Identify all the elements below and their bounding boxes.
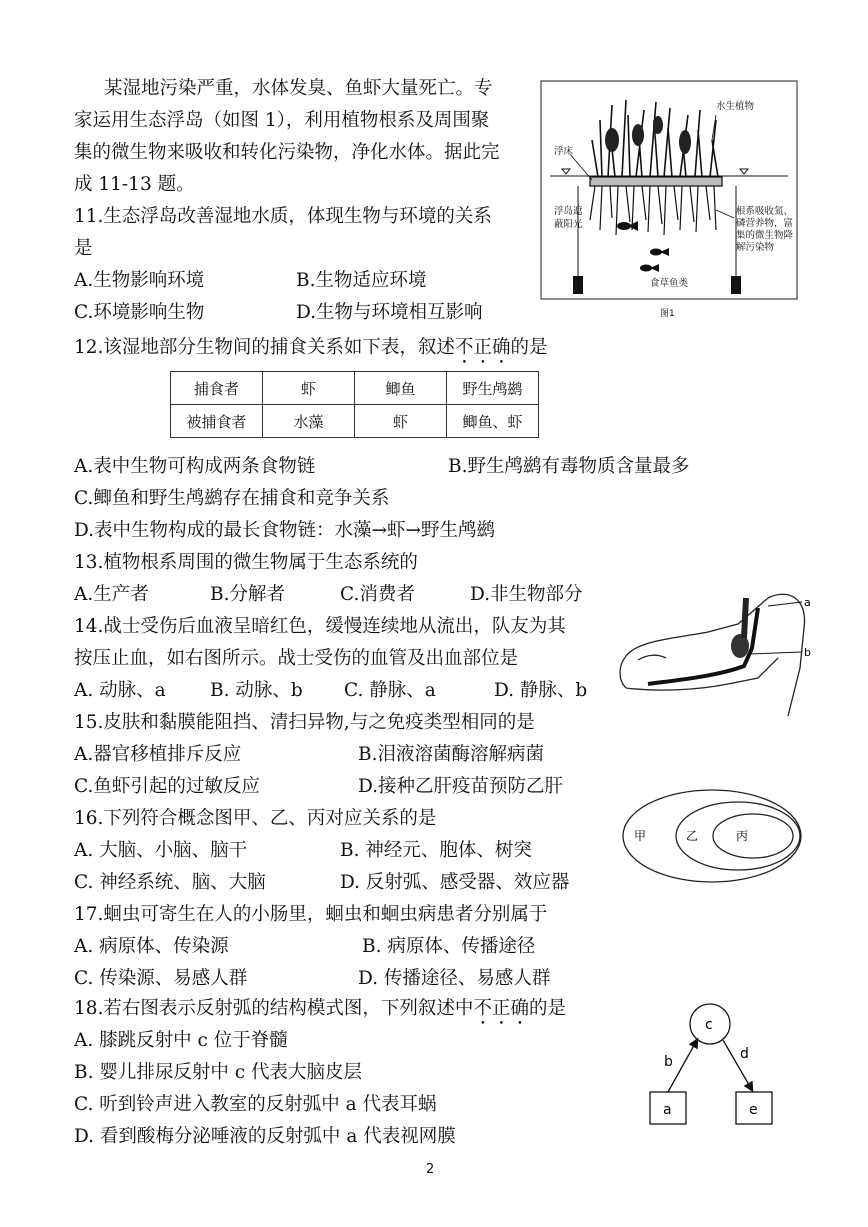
q14-option-b: B. 动脉、b bbox=[210, 680, 303, 701]
q15-stem: 15.皮肤和黏膜能阻挡、清扫异物,与之免疫类型相同的是 bbox=[74, 712, 535, 733]
q18-reflex-arc-diagram bbox=[640, 998, 780, 1128]
q18-fig-label-e: e bbox=[749, 1102, 758, 1118]
q13-option-b: B.分解者 bbox=[210, 584, 285, 605]
q14-option-d: D. 静脉、b bbox=[494, 680, 588, 701]
fig1-label-fish: 食草鱼类 bbox=[650, 278, 689, 289]
q13-option-c: C.消费者 bbox=[340, 584, 415, 605]
q12-stem-emphasis: 不正确 bbox=[454, 337, 511, 358]
fig1-label-shade-1: 浮岛遮 bbox=[554, 206, 583, 217]
q16-fig-label-jia: 甲 bbox=[634, 829, 647, 843]
q11-option-d: D.生物与环境相互影响 bbox=[296, 302, 483, 323]
figure-1-floating-island bbox=[540, 80, 798, 320]
q11-option-b: B.生物适应环境 bbox=[296, 270, 427, 291]
table-cell: 鲫鱼 bbox=[355, 372, 447, 405]
intro-line-2: 家运用生态浮岛（如图 1），利用植物根系及周围聚 bbox=[74, 110, 490, 131]
q16-option-c: C. 神经系统、脑、大脑 bbox=[74, 872, 266, 893]
table-row bbox=[171, 372, 539, 405]
q16-option-a: A. 大脑、小脑、脑干 bbox=[74, 840, 248, 861]
table-cell: 鲫鱼、虾 bbox=[447, 405, 539, 438]
q17-stem: 17.蛔虫可寄生在人的小肠里，蛔虫和蛔虫病患者分别属于 bbox=[74, 904, 548, 925]
q15-option-b: B.泪液溶菌酶溶解病菌 bbox=[358, 744, 544, 765]
table-cell: 野生鸬鹚 bbox=[447, 372, 539, 405]
q11-option-a: A.生物影响环境 bbox=[74, 270, 205, 291]
q13-stem: 13.植物根系周围的微生物属于生态系统的 bbox=[74, 552, 418, 573]
q18-fig-label-c: c bbox=[705, 1017, 713, 1033]
q18-fig-label-b: b bbox=[664, 1054, 673, 1070]
q18-option-b: B. 婴儿排尿反射中 c 代表大脑皮层 bbox=[74, 1062, 362, 1083]
q17-option-d: D. 传播途径、易感人群 bbox=[358, 968, 551, 989]
q15-option-c: C.鱼虾引起的过敏反应 bbox=[74, 776, 260, 797]
q18-option-c: C. 听到铃声进入教室的反射弧中 a 代表耳蜗 bbox=[74, 1094, 437, 1115]
intro-line-1: 某湿地污染严重，水体发臭、鱼虾大量死亡。专 bbox=[104, 78, 493, 99]
q12-option-b: B.野生鸬鹚有毒物质含量最多 bbox=[448, 456, 690, 477]
q14-fig-label-b: b bbox=[804, 646, 811, 659]
table-cell: 水藻 bbox=[263, 405, 355, 438]
q14-option-c: C. 静脉、a bbox=[344, 680, 436, 701]
q16-option-d: D. 反射弧、感受器、效应器 bbox=[340, 872, 570, 893]
fig1-caption: 图1 bbox=[660, 309, 675, 319]
q12-option-d: D.表中生物构成的最长食物链：水藻→虾→野生鸬鹚 bbox=[74, 520, 496, 541]
q18-fig-label-d: d bbox=[740, 1046, 749, 1062]
q14-stem-1: 14.战士受伤后血液呈暗红色，缓慢连续地从流出，队友为其 bbox=[74, 616, 566, 637]
q18-option-d: D. 看到酸梅分泌唾液的反射弧中 a 代表视网膜 bbox=[74, 1126, 456, 1147]
q11-stem-1: 11.生态浮岛改善湿地水质，体现生物与环境的关系 bbox=[74, 206, 492, 227]
q18-stem-emphasis: 不正确 bbox=[473, 998, 529, 1019]
q16-option-b: B. 神经元、胞体、树突 bbox=[340, 840, 532, 861]
intro-line-4: 成 11-13 题。 bbox=[74, 174, 195, 195]
q13-option-a: A.生产者 bbox=[74, 584, 149, 605]
q14-option-a: A. 动脉、a bbox=[74, 680, 166, 701]
q17-option-b: B. 病原体、传播途径 bbox=[362, 936, 536, 957]
q12-option-c: C.鲫鱼和野生鸬鹚存在捕食和竞争关系 bbox=[74, 488, 390, 509]
q18-option-a: A. 膝跳反射中 c 位于脊髓 bbox=[74, 1030, 288, 1051]
q17-option-c: C. 传染源、易感人群 bbox=[74, 968, 248, 989]
fig1-label-roots-3: 集的微生物降 bbox=[736, 230, 794, 241]
q16-fig-label-bing: 丙 bbox=[736, 829, 749, 843]
q12-stem: 12.该湿地部分生物间的捕食关系如下表，叙述不正确的是 bbox=[74, 337, 548, 358]
table-row bbox=[171, 405, 539, 438]
page-number: 2 bbox=[426, 1162, 435, 1177]
fig1-label-roots-4: 解污染物 bbox=[736, 242, 775, 253]
q12-option-a: A.表中生物可构成两条食物链 bbox=[74, 456, 316, 477]
q16-fig-label-yi: 乙 bbox=[686, 829, 699, 843]
fig1-label-plant: 水生植物 bbox=[716, 101, 755, 112]
q18-stem: 18.若右图表示反射弧的结构模式图，下列叙述中不正确的是 bbox=[74, 998, 566, 1019]
q16-stem: 16.下列符合概念图甲、乙、丙对应关系的是 bbox=[74, 808, 437, 829]
fig1-label-shade-2: 蔽阳光 bbox=[554, 219, 583, 230]
q14-arm-figure bbox=[618, 588, 818, 718]
intro-line-3: 集的微生物来吸收和转化污染物，净化水体。据此完 bbox=[74, 142, 500, 163]
q16-concept-diagram bbox=[620, 786, 804, 886]
table-cell: 虾 bbox=[263, 372, 355, 405]
table-cell: 捕食者 bbox=[171, 372, 263, 405]
fig1-label-float: 浮床 bbox=[554, 146, 574, 157]
q11-option-c: C.环境影响生物 bbox=[74, 302, 205, 323]
q14-fig-label-a: a bbox=[804, 596, 811, 609]
q11-stem-2: 是 bbox=[74, 238, 93, 259]
fig1-label-roots-1: 根系吸收氮、 bbox=[736, 206, 794, 217]
q14-stem-2: 按压止血，如右图所示。战士受伤的血管及出血部位是 bbox=[74, 648, 519, 669]
q18-fig-label-a: a bbox=[663, 1102, 672, 1118]
q17-option-a: A. 病原体、传染源 bbox=[74, 936, 229, 957]
q15-option-a: A.器官移植排斥反应 bbox=[74, 744, 242, 765]
q15-option-d: D.接种乙肝疫苗预防乙肝 bbox=[358, 776, 564, 797]
q13-option-d: D.非生物部分 bbox=[470, 584, 583, 605]
table-cell: 被捕食者 bbox=[171, 405, 263, 438]
table-cell: 虾 bbox=[355, 405, 447, 438]
fig1-label-roots-2: 磷营养物，富 bbox=[736, 218, 794, 229]
q12-food-table bbox=[170, 371, 539, 438]
